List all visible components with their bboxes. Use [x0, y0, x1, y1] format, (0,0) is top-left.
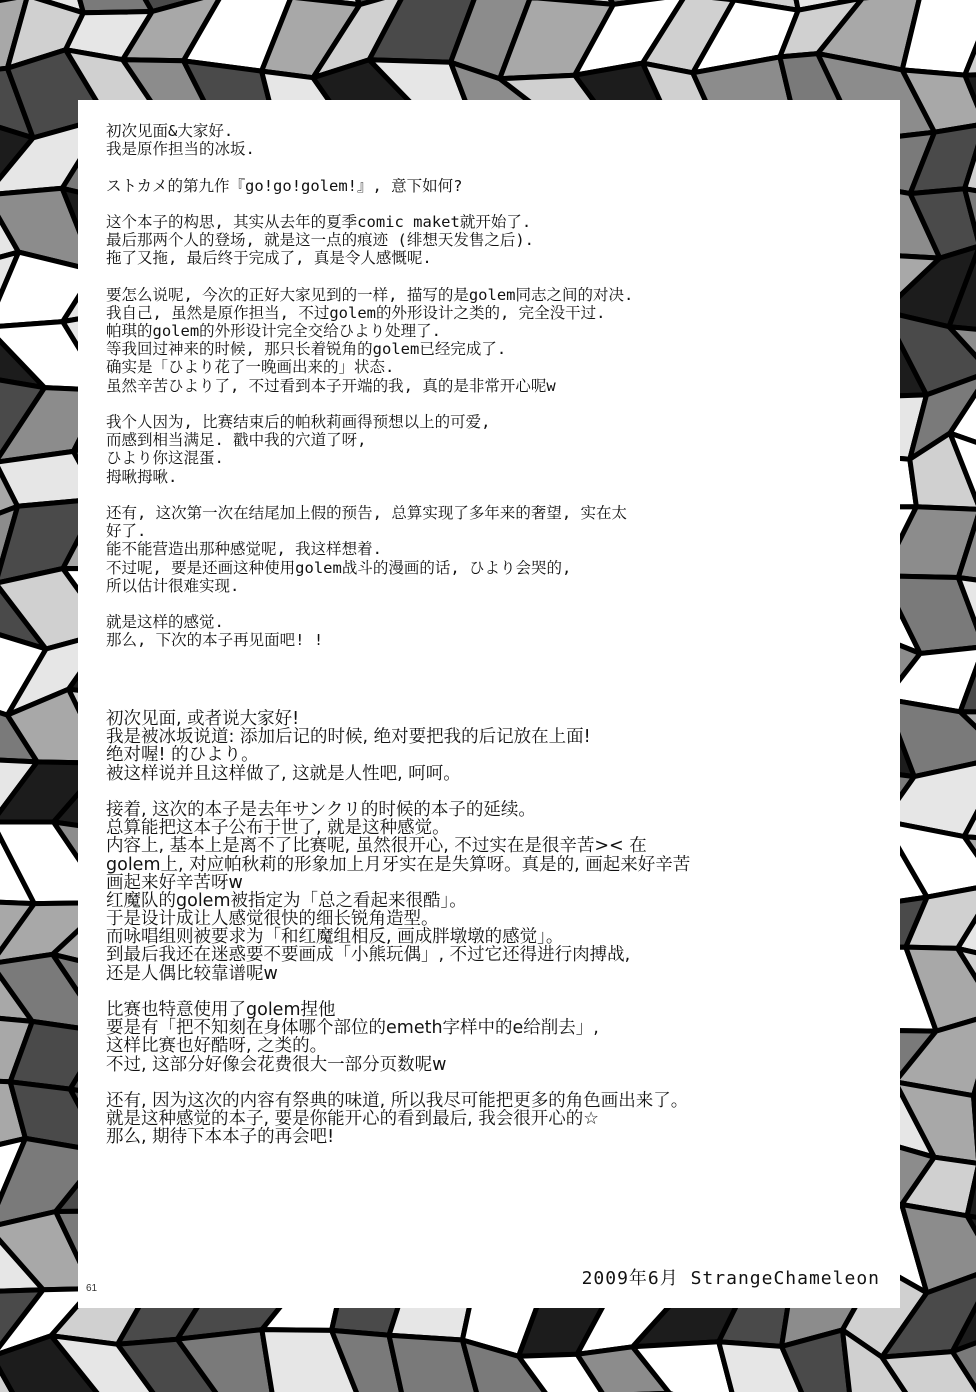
text-line: 虽然辛苦ひより了, 不过看到本子开端的我, 真的是非常开心呢w [106, 376, 556, 395]
text-line: 比赛也特意使用了golem捏他 [106, 1000, 336, 1020]
text-line: 这样比赛也好酷呀, 之类的。 [106, 1036, 328, 1057]
text-line: 确实是「ひより花了一晚画出来的」状态. [106, 358, 395, 377]
text-line: 最后那两个人的登场, 就是这一点的痕迹 (绯想天发售之后). [106, 231, 534, 250]
text-line: ストカメ的第九作『go!go!golem!』, 意下如何? [106, 176, 463, 195]
text-line: 就是这样的感觉. [106, 613, 224, 632]
text-line: 要怎么说呢, 今次的正好大家见到的一样, 描写的是golem同志之间的对决. [106, 285, 634, 304]
text-line: 好了. [106, 522, 147, 541]
text-line [106, 1074, 860, 1092]
author-note-1 [106, 122, 860, 649]
text-line: 不过呢, 要是还画这种使用golem战斗的漫画的话, ひより会哭的, [106, 558, 572, 577]
text-line: 我自己, 虽然是原作担当, 不过golem的外形设计之类的, 完全没干过. [106, 303, 606, 322]
text-line: 还有, 这次第一次在结尾加上假的预告, 总算实现了多年来的奢望, 实在太 [106, 503, 627, 522]
text-line: 而咏唱组则被要求为「和红魔组相反, 画成胖墩墩的感觉」。 [106, 927, 564, 948]
text-line: golem上, 对应帕秋莉的形象加上月牙实在是失算呀。真是的, 画起来好辛苦 [106, 854, 691, 875]
text-line [106, 595, 860, 613]
text-line: 这个本子的构思, 其实从去年的夏季comic maket就开始了. [106, 212, 532, 231]
text-line: 那么, 期待下本本子的再会吧! [106, 1127, 335, 1148]
text-line: 初次见面&大家好. [106, 122, 234, 140]
text-line [106, 268, 860, 286]
author-note-2 [106, 710, 860, 1147]
text-line: 所以估计很难实现. [106, 576, 240, 595]
text-line: 绝对喔! 的ひより。 [106, 745, 259, 766]
text-line [106, 395, 860, 413]
text-line: 内容上, 基本上是离不了比赛呢, 虽然很开心, 不过实在是很辛苦>< 在 [106, 836, 647, 857]
text-line: 红魔队的golem被指定为「总之看起来很酷」。 [106, 890, 467, 911]
text-line: 还是人偶比较靠谱呢w [106, 963, 278, 984]
text-line: ひより你这混蛋. [106, 449, 224, 468]
page-panel [78, 100, 900, 1308]
text-line [106, 983, 860, 1001]
text-line [106, 783, 860, 801]
page-number: 61 [86, 1283, 98, 1294]
text-line: 拇啾拇啾. [106, 467, 178, 486]
text-line: 而感到相当满足. 戳中我的穴道了呀, [106, 431, 367, 450]
text-line: 初次见面, 或者说大家好! [106, 709, 300, 729]
text-line: 我是原作担当的冰坂. [106, 140, 255, 159]
text-line: 被这样说并且这样做了, 这就是人性吧, 呵呵。 [106, 763, 461, 784]
text-line: 到最后我还在迷惑要不要画成「小熊玩偶」, 不过它还得进行肉搏战, [106, 945, 631, 966]
text-line: 总算能把这本子公布于世了, 就是这种感觉。 [106, 818, 450, 839]
text-line [106, 158, 860, 176]
signature: 2009年6月 StrangeChameleon [581, 1268, 880, 1289]
text-line: 不过, 这部分好像会花费很大一部分页数呢w [106, 1054, 447, 1075]
text-line: 还有, 因为这次的内容有祭典的味道, 所以我尽可能把更多的角色画出来了。 [106, 1090, 689, 1111]
text-line: 接着, 这次的本子是去年サンクリ的时候的本子的延续。 [106, 799, 536, 820]
text-line [106, 486, 860, 504]
text-line: 等我回过神来的时候, 那只长着锐角的golem已经完成了. [106, 340, 507, 359]
text-line: 能不能营造出那种感觉呢, 我这样想着. [106, 540, 382, 559]
text-line: 于是设计成让人感觉很快的细长锐角造型。 [106, 909, 439, 930]
text-line: 拖了又拖, 最后终于完成了, 真是令人感慨呢. [106, 249, 432, 268]
text-line: 要是有「把不知刻在身体哪个部位的emeth字样中的e给削去」, [106, 1018, 599, 1039]
text-line: 就是这种感觉的本子, 要是你能开心的看到最后, 我会很开心的☆ [106, 1109, 599, 1130]
text-line: 帕琪的golem的外形设计完全交给ひより处理了. [106, 322, 441, 341]
text-line [106, 195, 860, 213]
text-line: 那么, 下次的本子再见面吧! ! [106, 631, 324, 650]
text-line: 画起来好辛苦呀w [106, 872, 243, 893]
text-line: 我是被冰坂说道: 添加后记的时候, 绝对要把我的后记放在上面! [106, 727, 591, 748]
text-line: 我个人因为, 比赛结束后的帕秋莉画得预想以上的可爱, [106, 413, 491, 431]
